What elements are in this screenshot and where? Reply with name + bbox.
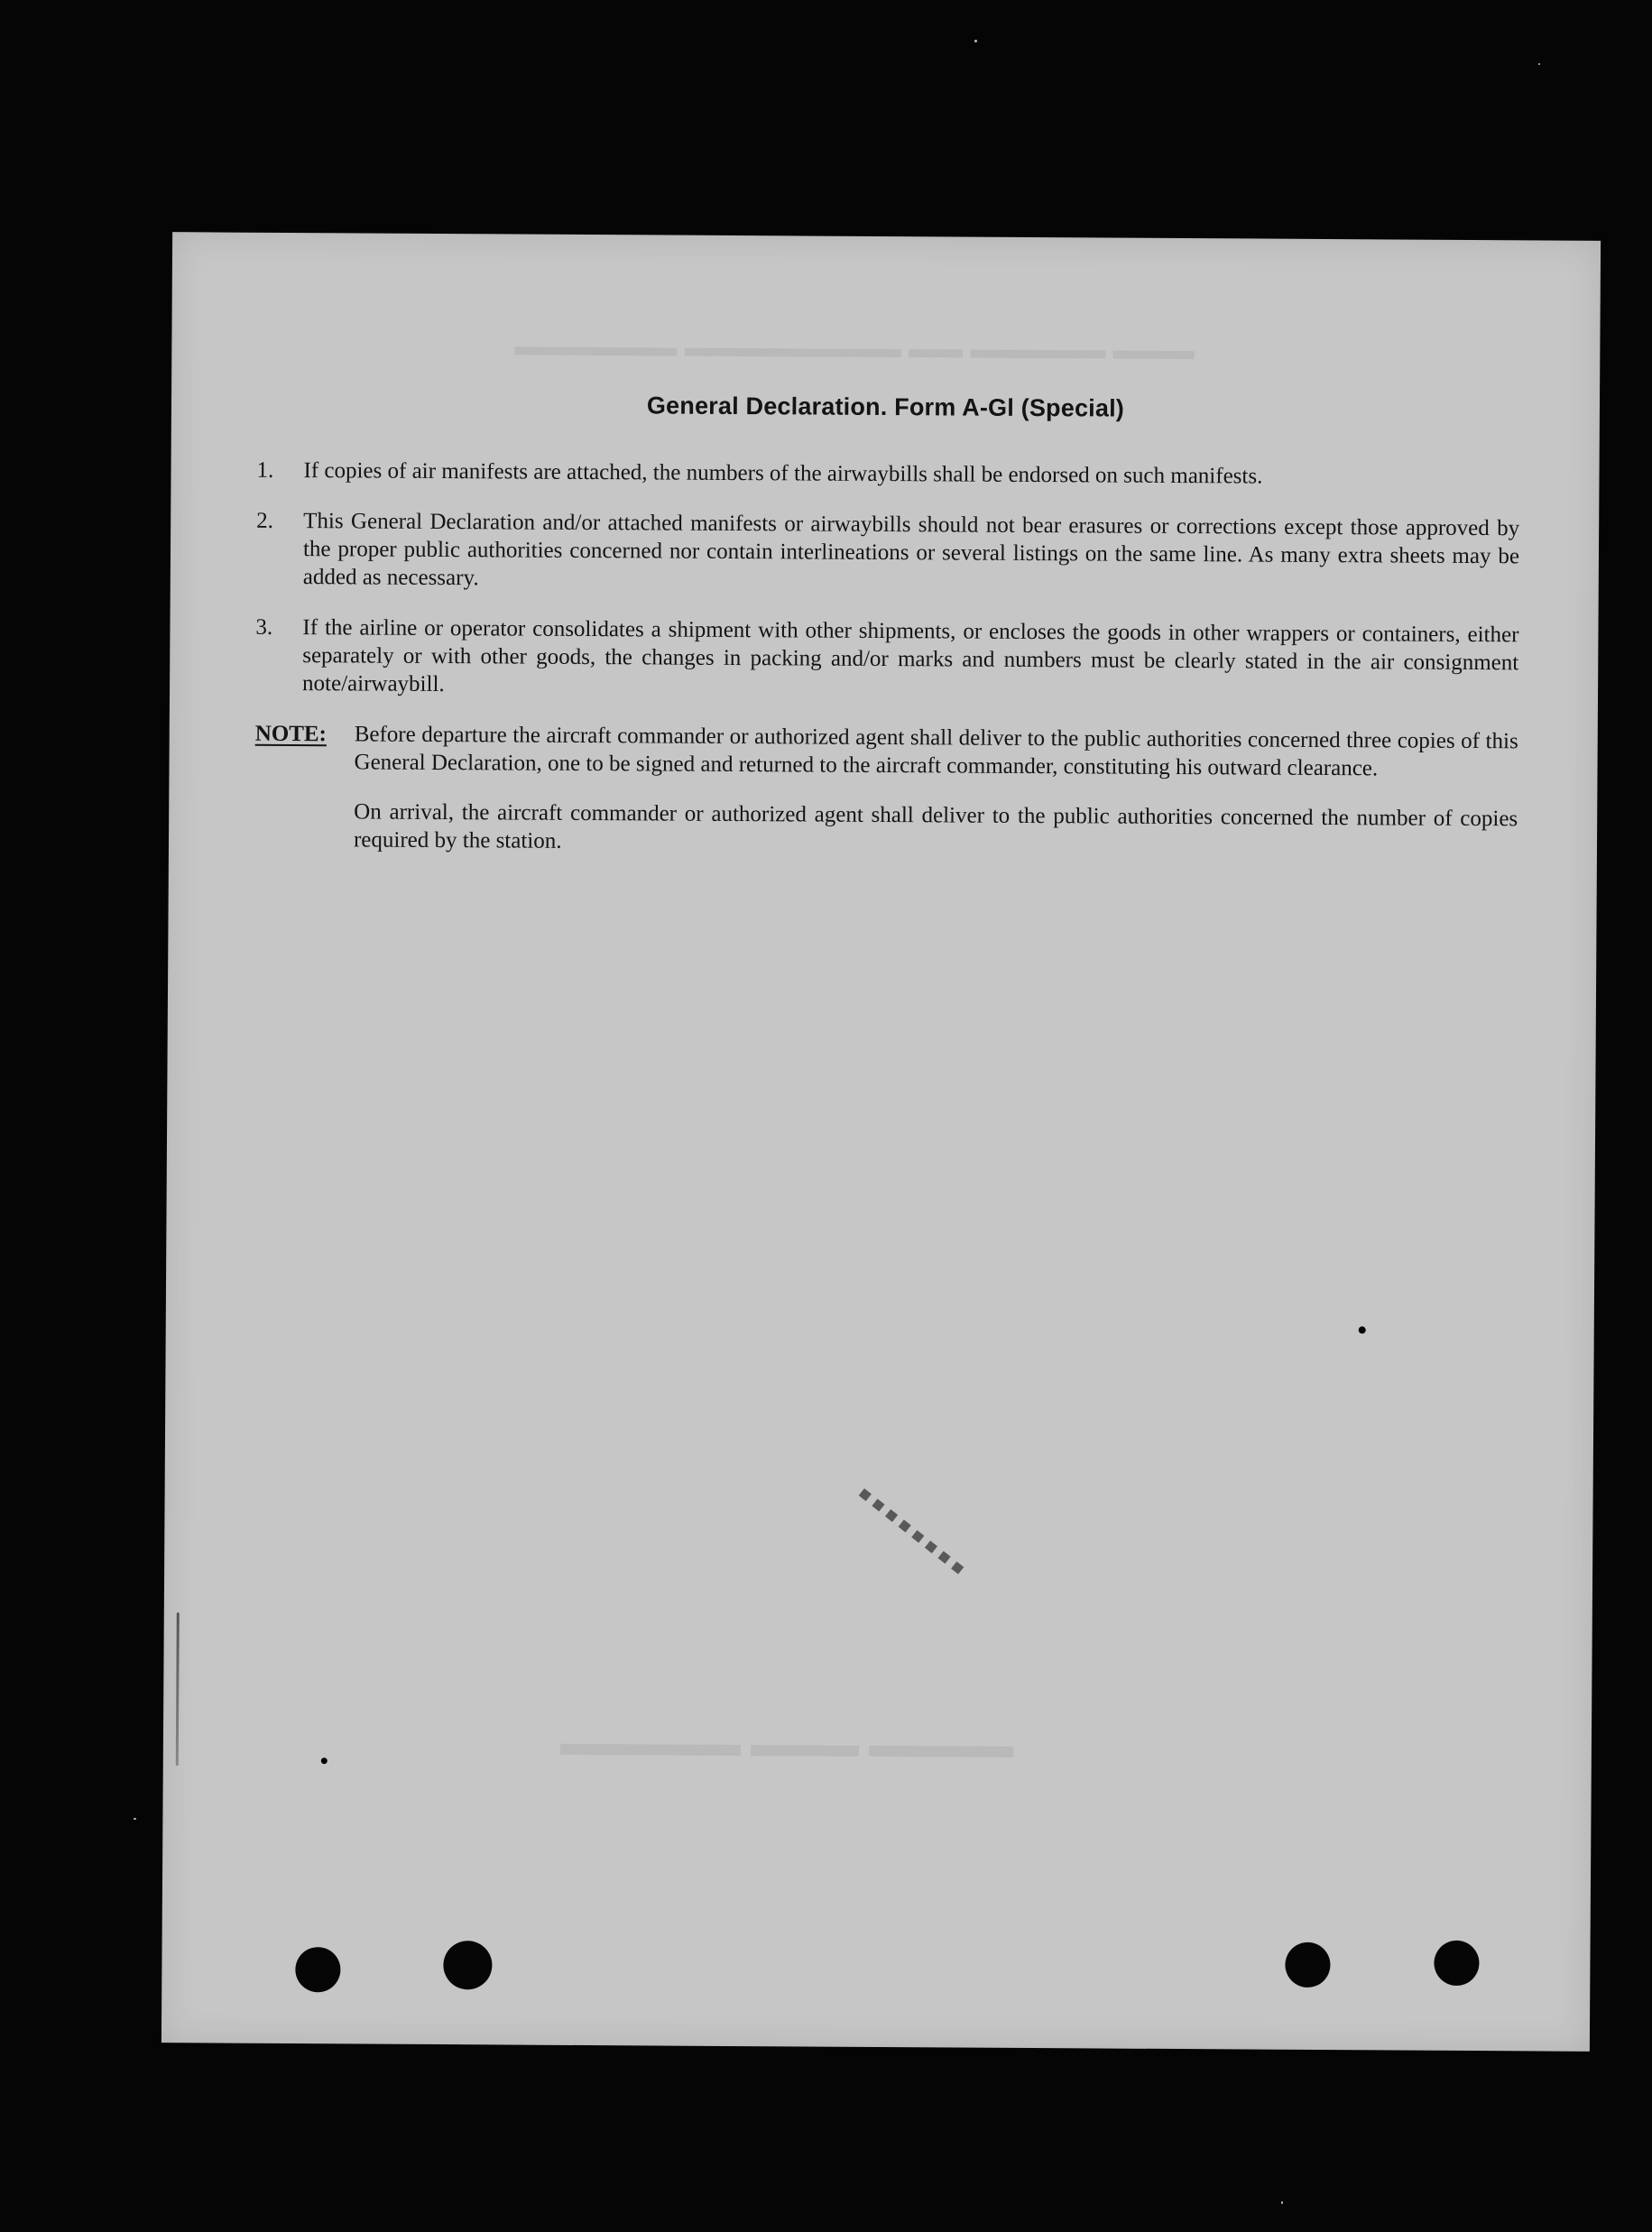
punch-hole [295, 1947, 340, 1992]
ink-speck [1359, 1326, 1366, 1333]
bleed-through-text: ▬▬▬ ▬▬▬▬▬ ▬▬ ▬▬▬▬▬▬▬▬ ▬▬▬▬▬▬ [514, 331, 1195, 366]
note-body [354, 720, 1518, 882]
note-label: NOTE: [254, 721, 328, 747]
list-item [256, 457, 1519, 493]
punch-hole [443, 1941, 492, 1989]
ink-speck [321, 1757, 328, 1764]
item-text: If the airline or operator consolidates a shipment with other shipments, or encloses the goods in other wrappers or containers, either separately or with other goods, the changes in packing and/or marks and numbers must be clearly stated in the air consignment note/airwaybill. [302, 615, 1519, 697]
note-paragraph: Before departure the aircraft commander or authorized agent shall deliver to the public authorities concerned three copies of this General Declaration, one to be signed and returned to the aircraft commander, constituting his outward clearance. [354, 722, 1518, 781]
item-number: 3. [255, 614, 273, 640]
note-paragraph: On arrival, the aircraft commander or authorized agent shall deliver to the public authorities concerned the number of copies required by the station. [353, 799, 1518, 853]
scan-speck [1281, 2201, 1283, 2204]
instructions-list [254, 457, 1520, 883]
item-number: 1. [256, 457, 274, 483]
edge-mark [176, 1612, 180, 1766]
item-text: If copies of air manifests are attached, the numbers of the airwaybills shall be endorsed on such manifests. [303, 458, 1263, 489]
list-item [255, 613, 1519, 706]
scan-speck [974, 40, 977, 42]
punch-hole [1434, 1941, 1479, 1986]
stamp-mark: ▪▪▪▪▪▪▪▪ [852, 1479, 974, 1584]
note-section [254, 720, 1518, 883]
item-text: This General Declaration and/or attached manifests or airwaybills should not bear erasures or corrections except those approved by the proper public authorities concerned nor contain interlineations or several listings on the same line. As many extra sheets may be added as necessary. [302, 509, 1520, 591]
list-item [256, 507, 1520, 599]
document-title: General Declaration. Form A-Gl (Special) [646, 392, 1125, 422]
document-page [162, 232, 1601, 2052]
item-number: 2. [256, 508, 274, 533]
punch-hole [1285, 1942, 1330, 1988]
scan-speck [1538, 63, 1540, 65]
scan-speck [134, 1818, 136, 1820]
bleed-through-text: ▬▬▬▬ ▬▬▬ ▬▬▬▬▬ [559, 1722, 1014, 1766]
